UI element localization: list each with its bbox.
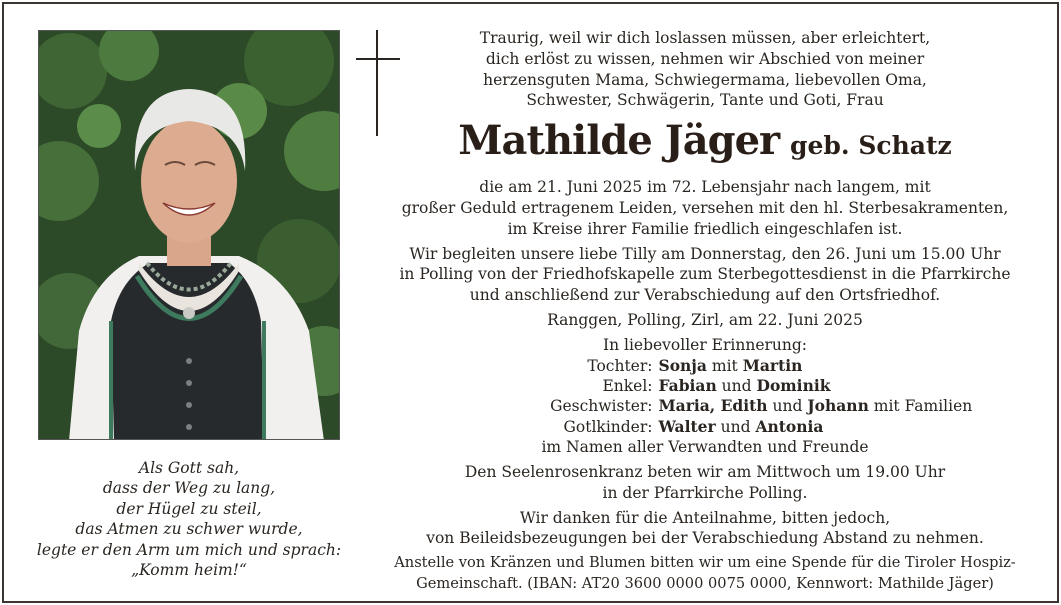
relative-name: Dominik — [756, 375, 831, 395]
relatives-list — [380, 356, 1030, 438]
poem-line: das Atmen zu schwer wurde, — [75, 520, 303, 539]
relative-name: Johann — [807, 396, 869, 416]
funeral-line: und anschließend zur Verabschiedung auf den Ortsfriedhof. — [469, 286, 941, 305]
birth-name: geb. Schatz — [790, 131, 952, 161]
intro-line: dich erlöst zu wissen, nehmen wir Abschied von meiner — [485, 49, 925, 68]
relative-name: Sonja — [658, 355, 707, 375]
notice-body — [380, 28, 1030, 595]
relative-row — [412, 376, 999, 396]
poem-line: legte er den Arm um mich und sprach: — [36, 540, 342, 559]
death-line: die am 21. Juni 2025 im 72. Lebensjahr nach langem, mit — [479, 178, 931, 197]
thanks-line: Wir danken für die Anteilnahme, bitten jedoch, — [519, 508, 891, 527]
portrait-photo — [38, 30, 340, 440]
relative-name: Antonia — [755, 416, 824, 436]
relative-connector: und — [715, 417, 756, 436]
relative-role: Tochter: — [587, 356, 653, 375]
poem-line: dass der Weg zu lang, — [102, 479, 276, 498]
relative-name: Walter — [658, 416, 716, 436]
relative-row — [412, 417, 999, 437]
poem-line: „Komm heim!“ — [131, 561, 247, 580]
memory-label: In liebevoller Erinnerung: — [602, 335, 808, 354]
relatives-footer: im Namen aller Verwandten und Freunde — [541, 438, 869, 457]
donation-line: Anstelle von Kränzen und Blumen bitten wir um eine Spende für die Tiroler Hospiz- — [394, 554, 1016, 572]
relative-connector: und — [716, 376, 757, 395]
intro-line: Traurig, weil wir dich loslassen müssen, aber erleichtert, — [479, 29, 931, 47]
thanks-line: von Beileidsbezeugungen bei der Verabschiedung Abstand zu nehmen. — [426, 529, 984, 548]
rosary-line: Den Seelenrosenkranz beten wir am Mittwoch um 19.00 Uhr — [464, 462, 946, 481]
relative-connector: und — [767, 397, 808, 416]
relative-row — [412, 396, 999, 416]
funeral-line: Wir begleiten unsere liebe Tilly am Donnerstag, den 26. Juni um 15.00 Uhr — [409, 244, 1001, 263]
relative-role: Gotlkinder: — [563, 417, 653, 436]
intro-line: herzensguten Mama, Schwiegermama, liebevollen Oma, — [483, 70, 927, 89]
relative-connector: mit — [706, 356, 743, 375]
rosary-line: in der Pfarrkirche Polling. — [602, 483, 808, 502]
place-date: Ranggen, Polling, Zirl, am 22. Juni 2025 — [547, 310, 863, 329]
relative-row — [412, 356, 999, 376]
relative-name: Fabian — [658, 375, 717, 395]
relative-tail: mit Familien — [868, 397, 973, 416]
relative-name: Martin — [742, 355, 803, 375]
relative-role: Enkel: — [602, 376, 653, 395]
intro-line: Schwester, Schwägerin, Tante und Goti, Frau — [526, 91, 884, 110]
donation-line: Gemeinschaft. (IBAN: AT20 3600 0000 0075 0000, Kennwort: Mathilde Jäger) — [416, 574, 994, 592]
funeral-line: in Polling von der Friedhofskapelle zum Sterbegottesdienst in die Pfarrkirche — [399, 265, 1011, 284]
relative-name: Maria, Edith — [658, 396, 768, 416]
relative-role: Geschwister: — [550, 397, 653, 416]
deceased-name — [380, 117, 1030, 173]
death-line: im Kreise ihrer Familie friedlich eingeschlafen ist. — [507, 219, 903, 238]
deceased-full-name: Mathilde Jäger — [458, 117, 780, 165]
poem — [20, 458, 358, 580]
poem-line: der Hügel zu steil, — [116, 499, 262, 518]
poem-line: Als Gott sah, — [138, 459, 240, 477]
death-line: großer Geduld ertragenem Leiden, versehen mit den hl. Sterbesakramenten, — [401, 198, 1009, 217]
